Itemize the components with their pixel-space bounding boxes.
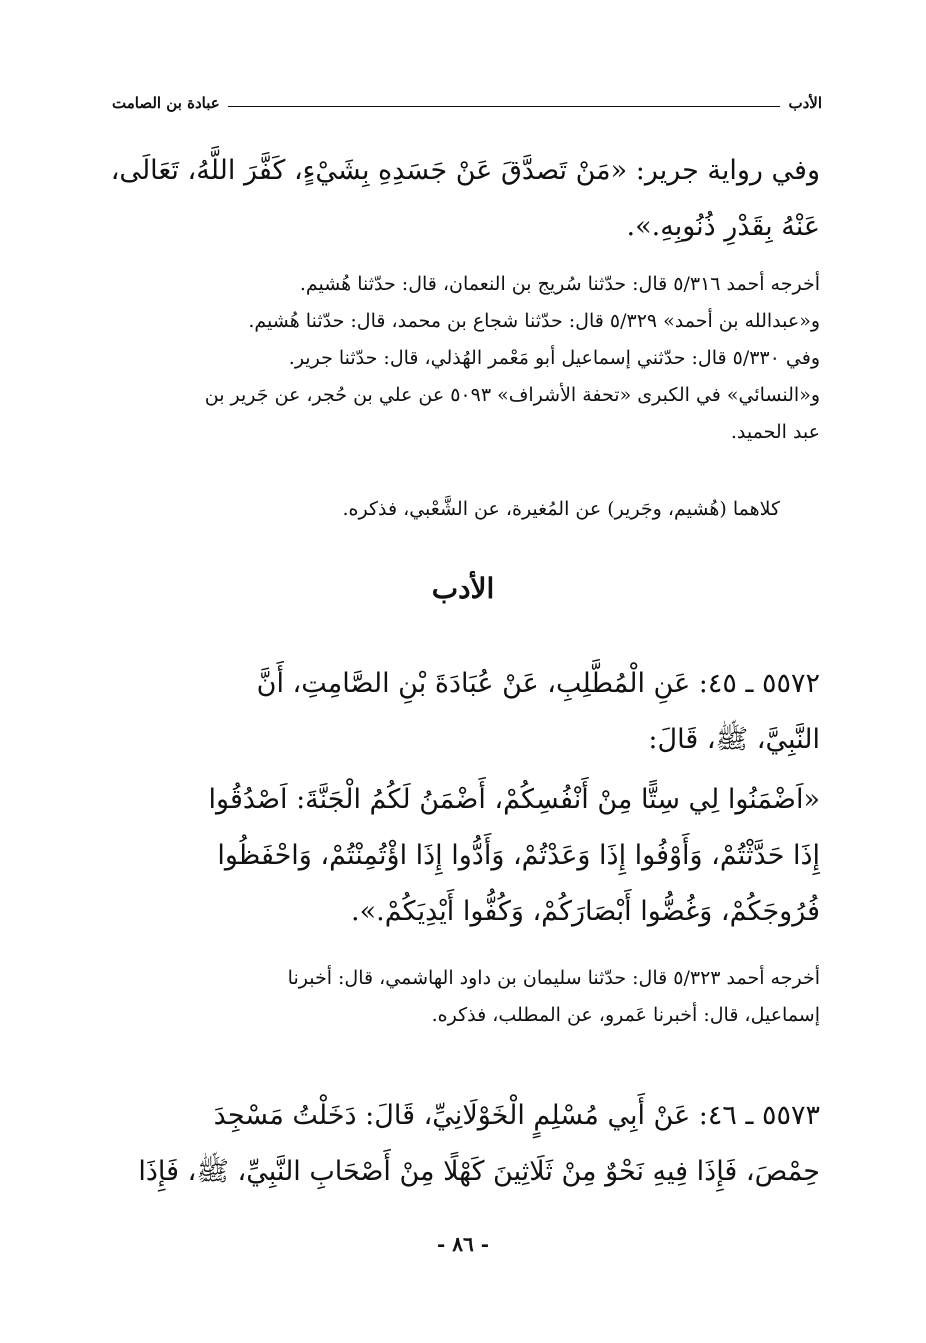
header-rule xyxy=(228,106,781,107)
hadith-5572-intro xyxy=(110,656,820,768)
hadith-5573 xyxy=(110,1088,820,1200)
note-line: وفي ٥/٣٣٠ قال: حدّثني إسماعيل أبو مَعْمر الهُذلي، قال: حدّثنا جرير. xyxy=(288,347,820,369)
header-chapter-title: عبادة بن الصامت xyxy=(112,94,220,112)
note-line: أخرجه أحمد ٥/٣١٦ قال: حدّثنا سُريج بن النعمان، قال: حدّثنا هُشيم. xyxy=(299,273,820,295)
note-line: عبد الحميد. xyxy=(730,421,820,443)
note-line: كلاهما (هُشيم، وجَرير) عن المُغيرة، عن الشَّعْبي، فذكره. xyxy=(342,498,780,520)
note-line: إسماعيل، قال: أخبرنا عَمرو، عن المطلب، فذكره. xyxy=(431,1004,820,1026)
note-line: أخرجه أحمد ٥/٣٢٣ قال: حدّثنا سليمان بن داود الهاشمي، قال: أخبرنا xyxy=(287,967,820,989)
text-line: فُرُوجَكُمْ، وَغُضُّوا أَبْصَارَكُمْ، وَكُفُّوا أَيْدِيَكُمْ.». xyxy=(351,896,820,927)
text-line: حِمْصَ، فَإِذَا فِيهِ نَحْوٌ مِنْ ثَلَاثِينَ كَهْلًا مِنْ أَصْحَابِ النَّبِيِّ، ﷺ، فَإِذَا xyxy=(138,1156,820,1187)
text-line: وفي رواية جرير: «مَنْ تَصدَّقَ عَنْ جَسَدِهِ بِشَيْءٍ، كَفَّرَ اللَّهُ، تَعَالَى، xyxy=(110,155,820,186)
page-number: - ٨٦ - xyxy=(436,1232,489,1256)
takhrij-note-2 xyxy=(110,960,820,1034)
text-line: ٥٥٧٣ ـ ٤٦: عَنْ أَبِي مُسْلِمٍ الْخَوْلَانِيِّ، قَالَ: دَخَلْتُ مَسْجِدَ xyxy=(213,1100,820,1131)
text-line: إِذَا حَدَّثْتُمْ، وَأَوْفُوا إِذَا وَعَدْتُمْ، وَأَدُّوا إِذَا اؤْتُمِنْتُمْ، وَاحْفَظُوا xyxy=(217,840,820,871)
running-header xyxy=(112,88,822,118)
section-title: الأدب xyxy=(431,572,495,605)
hadith-quote-jarir xyxy=(110,143,820,255)
text-line: عَنْهُ بِقَدْرِ ذُنُوبِهِ.». xyxy=(626,211,820,242)
text-line: ٥٥٧٢ ـ ٤٥: عَنِ الْمُطَّلِبِ، عَنْ عُبَادَةَ بْنِ الصَّامِتِ، أَنَّ xyxy=(256,668,820,699)
text-line: النَّبِيَّ، ﷺ، قَالَ: xyxy=(648,724,820,755)
hadith-5572-text xyxy=(110,772,820,940)
note-line: و«النسائي» في الكبرى «تحفة الأشراف» ٥٠٩٣ عن علي بن حُجر، عن جَرير بن xyxy=(204,384,820,406)
note-line: و«عبدالله بن أحمد» ٥/٣٢٩ قال: حدّثنا شجاع بن محمد، قال: حدّثنا هُشيم. xyxy=(248,310,820,332)
header-section-title: الأدب xyxy=(788,94,822,112)
takhrij-note-1-summary xyxy=(110,491,820,528)
takhrij-note-1 xyxy=(110,266,820,451)
text-line: «اَضْمَنُوا لِي سِتًّا مِنْ أَنْفُسِكُمْ، أَضْمَنُ لَكُمُ الْجَنَّةَ: اَصْدُقُوا xyxy=(208,784,820,815)
